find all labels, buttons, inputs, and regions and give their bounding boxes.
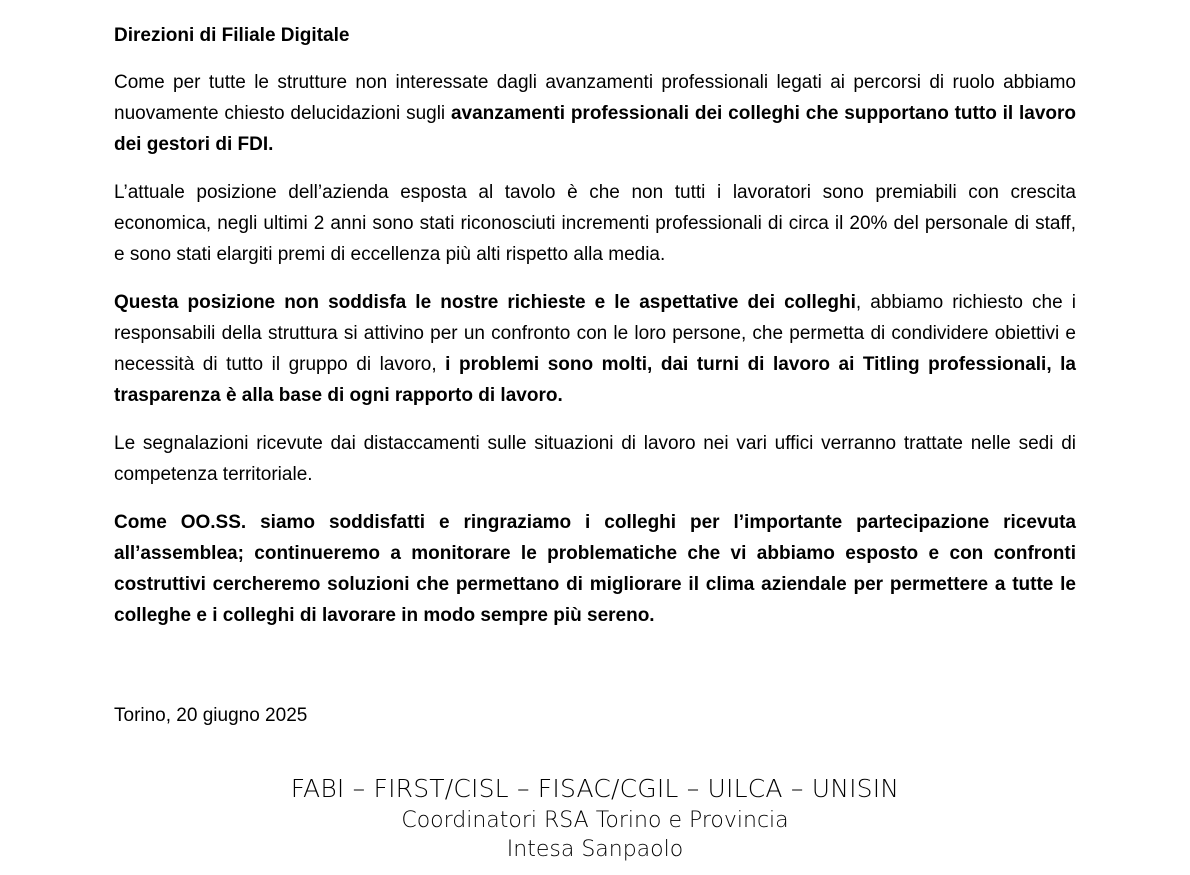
paragraph-3 <box>114 287 1076 411</box>
signature-block <box>0 772 1190 864</box>
paragraph-2: L’attuale posizione dell’azienda esposta al tavolo è che non tutti i lavoratori sono premiabili con crescita economica, negli ultimi 2 anni sono stati riconosciuti incrementi professionali di circa il 20% del personale di staff, e sono stati elargiti premi di eccellenza più alti rispetto alla media. <box>114 182 1076 265</box>
place-and-date: Torino, 20 giugno 2025 <box>114 705 308 726</box>
paragraph-3-bold-start: Questa posizione non soddisfa le nostre richieste e le aspettative dei colleghi <box>114 292 856 313</box>
document-body <box>114 22 1076 648</box>
signature-company: Intesa Sanpaolo <box>506 837 684 862</box>
paragraph-4: Le segnalazioni ricevute dai distaccamenti sulle situazioni di lavoro nei vari uffici verranno trattate nelle sedi di competenza territoriale. <box>114 433 1076 485</box>
signature-unions: FABI – FIRST/CISL – FISAC/CGIL – UILCA – UNISIN <box>290 774 900 803</box>
paragraph-1 <box>114 67 1076 160</box>
paragraph-3-text: , abbiamo richiesto che i responsabili della struttura si attivino per un confronto con le loro persone, che permetta di condividere obiettivi e necessità di tutto il gruppo di lavoro, <box>114 292 1076 375</box>
paragraph-3-bold-end: i problemi sono molti, dai turni di lavoro ai Titling professionali, la trasparenza è alla base di ogni rapporto di lavoro. <box>114 354 1076 406</box>
paragraph-5 <box>114 507 1076 631</box>
paragraph-1-text: Come per tutte le strutture non interessate dagli avanzamenti professionali legati ai percorsi di ruolo abbiamo nuovamente chiesto delucidazioni sugli <box>114 72 1076 124</box>
section-heading: Direzioni di Filiale Digitale <box>114 25 350 46</box>
signature-coordinators: Coordinatori RSA Torino e Provincia <box>401 808 789 833</box>
paragraph-1-bold: avanzamenti professionali dei colleghi che supportano tutto il lavoro dei gestori di FDI. <box>114 103 1077 155</box>
paragraph-5-bold: Come OO.SS. siamo soddisfatti e ringraziamo i colleghi per l’importante partecipazione ricevuta all’assemblea; continueremo a monitorare le problematiche che vi abbiamo esposto e con confronti costruttivi cercheremo soluzioni che permettano di migliorare il clima aziendale per permettere a tutte le colleghe e i colleghi di lavorare in modo sempre più sereno. <box>114 512 1076 626</box>
